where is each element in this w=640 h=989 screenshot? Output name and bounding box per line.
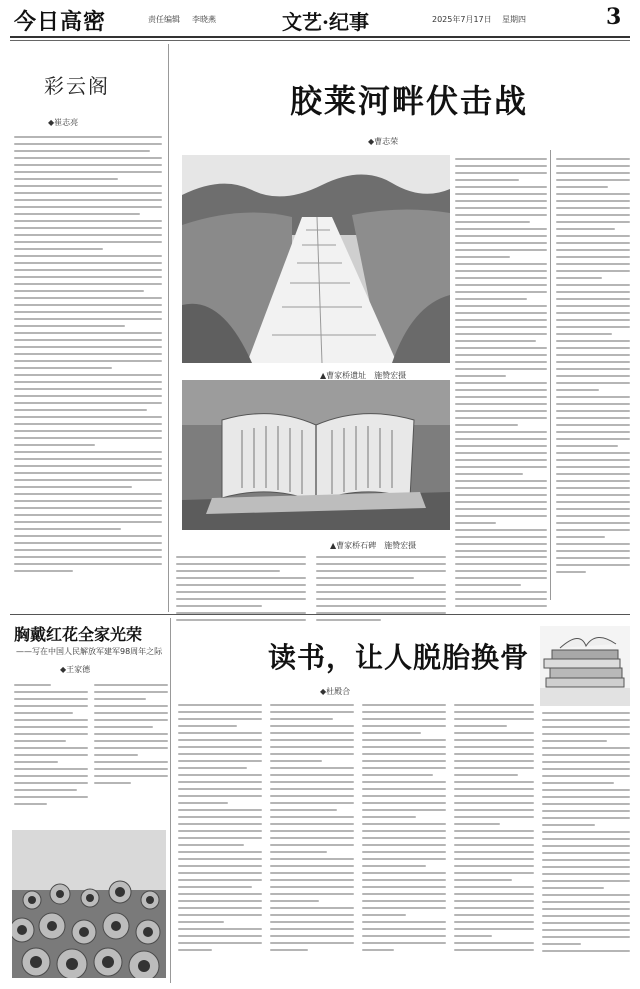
bottom-left-title: 胸戴红花全家光荣: [14, 625, 143, 644]
bottom-right-col2: [270, 704, 354, 956]
section-title: 文艺·纪事: [282, 10, 369, 34]
bottom-left-poem-col1: [14, 684, 88, 810]
issue-date: 2025年7月17日: [432, 15, 492, 24]
main-article-col2: [316, 556, 446, 626]
editor-label: 责任编辑: [148, 15, 180, 24]
main-article-col1: [176, 556, 306, 626]
main-article-col-right-photo: [455, 158, 547, 557]
bottom-right-byline: ◆杜殿合: [320, 687, 351, 696]
issue-weekday: 星期四: [502, 15, 526, 24]
main-article-title: 胶莱河畔伏击战: [290, 82, 529, 120]
bottom-left-byline: ◆王家德: [60, 665, 91, 674]
bottom-left-poem-col2: [94, 684, 168, 789]
sunflower-photo: [12, 830, 166, 978]
road-photo: [182, 155, 450, 363]
bottom-right-title: 读书，让人脱胎换骨: [268, 641, 530, 674]
left-column-body: [14, 136, 162, 577]
bottom-right-col4: [454, 704, 534, 956]
main-article-lower-col3: [455, 556, 547, 612]
main-article-col-far-right: [556, 158, 630, 578]
bottom-left-subtitle: ——写在中国人民解放军建军98周年之际: [16, 647, 163, 656]
editor-name: 李晓燕: [192, 15, 216, 24]
monument-photo: [182, 380, 450, 530]
page-number: 3: [606, 4, 622, 30]
books-photo: [540, 626, 630, 706]
main-article-divider: [550, 150, 551, 600]
road-photo-caption: ▲曹家桥遗址 施赞宏摄: [320, 371, 407, 380]
section-divider: [10, 614, 630, 615]
main-article-byline: ◆曹志荣: [368, 137, 399, 146]
left-column-divider: [168, 44, 169, 612]
paper-name: 今日高密: [14, 9, 107, 35]
bottom-right-col5: [542, 712, 630, 957]
bottom-right-col1: [178, 704, 262, 956]
left-column-byline: ◆崔志亮: [48, 118, 79, 127]
bottom-left-divider: [170, 618, 171, 983]
monument-photo-caption: ▲曹家桥石碑 施赞宏摄: [330, 541, 417, 550]
masthead-rule: [10, 36, 630, 38]
bottom-right-col3: [362, 704, 446, 956]
masthead-rule-thin: [10, 40, 630, 41]
masthead: [0, 0, 640, 36]
left-column-heading: 彩云阁: [44, 74, 110, 98]
